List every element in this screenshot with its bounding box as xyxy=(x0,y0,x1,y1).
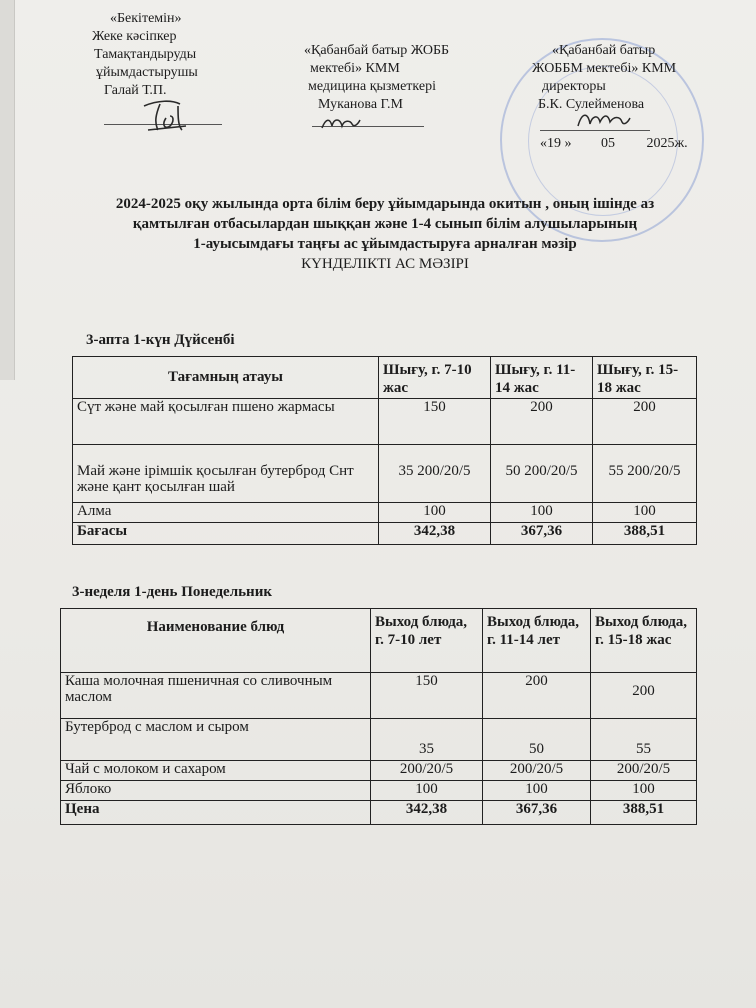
column-header: Тағамның атауы xyxy=(73,357,379,399)
handwritten-signature xyxy=(138,96,194,136)
title-daily-menu: КҮНДЕЛІКТІ АС МӘЗІРІ xyxy=(301,256,469,272)
portion-value: 55 xyxy=(591,719,697,761)
portion-value: 200 xyxy=(593,399,697,445)
document-title xyxy=(40,194,730,274)
approval-line: Б.К. Сулейменова xyxy=(538,97,645,112)
title-line: 2024-2025 оқу жылында орта білім беру ұйымдарында окитын , оның ішінде аз xyxy=(115,196,655,212)
portion-value: 100 xyxy=(591,781,697,801)
price-value: 388,51 xyxy=(593,523,697,545)
portion-value: 100 xyxy=(371,781,483,801)
approval-line: «Қабанбай батыр xyxy=(552,43,656,58)
kz-menu-table xyxy=(72,356,697,545)
table-header-row xyxy=(73,357,697,399)
price-label: Цена xyxy=(61,801,371,825)
table-row xyxy=(61,781,697,801)
portion-value: 100 xyxy=(491,503,593,523)
approval-line: мектебі» КММ xyxy=(310,61,400,76)
price-value: 367,36 xyxy=(491,523,593,545)
price-value: 367,36 xyxy=(483,801,591,825)
column-header: Наименование блюд xyxy=(61,609,371,673)
adjacent-page-edge xyxy=(0,0,15,380)
approval-line: ұйымдастырушы xyxy=(96,65,198,80)
handwritten-signature xyxy=(574,108,634,134)
approval-line: Жеке кәсіпкер xyxy=(92,29,177,44)
portion-value: 35 xyxy=(371,719,483,761)
price-label: Бағасы xyxy=(73,523,379,545)
dish-name: Чай с молоком и сахаром xyxy=(61,761,371,781)
approval-line: Галай Т.П. xyxy=(104,83,167,98)
portion-value: 150 xyxy=(371,673,483,719)
portion-value: 200 xyxy=(591,673,697,719)
column-header: Шығу, г. 7-10 жас xyxy=(379,357,491,399)
table-total-row xyxy=(73,523,697,545)
dish-name: Бутерброд с маслом и сыром xyxy=(61,719,371,761)
table-row xyxy=(61,761,697,781)
portion-value: 200/20/5 xyxy=(591,761,697,781)
portion-value: 50 xyxy=(483,719,591,761)
portion-value: 150 xyxy=(379,399,491,445)
dish-name: Алма xyxy=(73,503,379,523)
date-month: 05 xyxy=(601,136,615,151)
price-value: 388,51 xyxy=(591,801,697,825)
approval-block-medical xyxy=(304,42,449,114)
portion-value: 50 200/20/5 xyxy=(491,445,593,503)
portion-value: 100 xyxy=(593,503,697,523)
portion-value: 35 200/20/5 xyxy=(379,445,491,503)
approval-line: Тамақтандыруды xyxy=(94,47,197,62)
approval-line: «Бекітемін» xyxy=(110,11,182,26)
approval-date xyxy=(540,136,694,152)
table-row xyxy=(73,503,697,523)
dish-name: Каша молочная пшеничная со сливочным маслом xyxy=(61,673,371,719)
approval-line: директоры xyxy=(542,79,606,94)
dish-name: Май және ірімшік қосылған бутерброд Снт және қант қосылған шай xyxy=(73,445,379,503)
table-row xyxy=(61,719,697,761)
kz-section-heading: 3-апта 1-күн Дүйсенбі xyxy=(86,332,235,348)
table-row xyxy=(61,673,697,719)
approval-line: «Қабанбай батыр ЖОББ xyxy=(304,43,450,58)
date-day: «19 » xyxy=(540,136,572,151)
portion-value: 100 xyxy=(379,503,491,523)
column-header: Шығу, г. 15-18 жас xyxy=(593,357,697,399)
column-header: Выход блюда, г. 7-10 лет xyxy=(371,609,483,673)
column-header: Шығу, г. 11-14 жас xyxy=(491,357,593,399)
approval-line: медицина қызметкері xyxy=(308,79,436,94)
table-row xyxy=(73,445,697,503)
handwritten-signature xyxy=(318,112,362,134)
dish-name: Яблоко xyxy=(61,781,371,801)
approval-line: Муканова Г.М xyxy=(318,97,403,112)
title-line: 1-ауысымдағы таңғы ас ұйымдастыруға арналған мәзір xyxy=(193,236,577,252)
column-header: Выход блюда, г. 11-14 лет xyxy=(483,609,591,673)
column-header: Выход блюда, г. 15-18 жас xyxy=(591,609,697,673)
table-total-row xyxy=(61,801,697,825)
price-value: 342,38 xyxy=(379,523,491,545)
ru-menu-table xyxy=(60,608,697,825)
price-value: 342,38 xyxy=(371,801,483,825)
portion-value: 200 xyxy=(483,673,591,719)
approval-block-entrepreneur xyxy=(92,10,198,100)
approval-block-director xyxy=(532,42,676,114)
table-row xyxy=(73,399,697,445)
portion-value: 200/20/5 xyxy=(483,761,591,781)
table-header-row xyxy=(61,609,697,673)
ru-section-heading: 3-неделя 1-день Понедельник xyxy=(72,584,272,600)
date-year: 2025ж. xyxy=(646,136,688,151)
portion-value: 200 xyxy=(491,399,593,445)
portion-value: 100 xyxy=(483,781,591,801)
portion-value: 200/20/5 xyxy=(371,761,483,781)
title-line: қамтылған отбасылардан шыққан және 1-4 сынып білім алушыларының xyxy=(132,216,638,232)
approval-line: ЖОББМ мектебі» КММ xyxy=(532,61,677,76)
portion-value: 55 200/20/5 xyxy=(593,445,697,503)
dish-name: Сүт және май қосылған пшено жармасы xyxy=(73,399,379,445)
